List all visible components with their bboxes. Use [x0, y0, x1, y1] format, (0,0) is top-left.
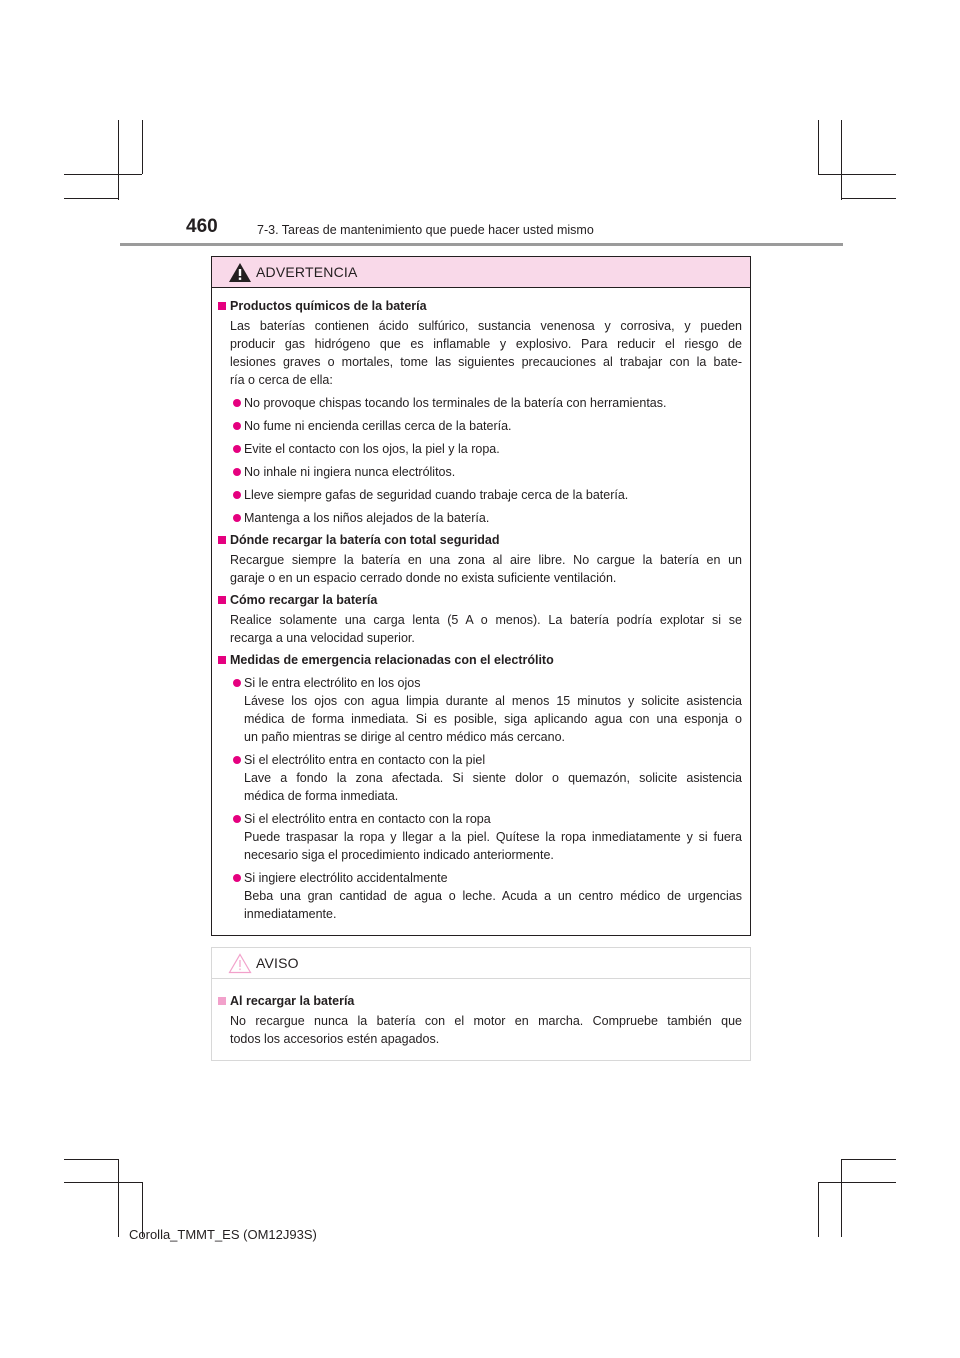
- paragraph-line: Las baterías contienen ácido sulfúrico, sustancia venenosa y corrosiva, y pueden: [230, 319, 742, 333]
- section-paragraph: [218, 611, 742, 647]
- square-bullet-icon: [218, 997, 226, 1005]
- list-item: [218, 810, 742, 864]
- warning-box-header: [212, 257, 750, 288]
- list-item: [218, 509, 742, 527]
- section-heading: [218, 297, 742, 315]
- list-item-line: necesario siga el procedimiento indicado anteriormente.: [244, 848, 554, 862]
- list-item-title: Si ingiere electrólito accidentalmente: [244, 871, 448, 885]
- notice-body: [212, 979, 750, 1048]
- section-paragraph: [218, 317, 742, 389]
- list-item: [218, 674, 742, 746]
- section-heading-text: Medidas de emergencia relacionadas con el electrólito: [230, 653, 554, 667]
- warning-triangle-icon: [228, 262, 252, 283]
- list-item-title: No fume ni encienda cerillas cerca de la batería.: [244, 419, 512, 433]
- round-bullet-icon: [233, 679, 241, 687]
- list-item-title: Mantenga a los niños alejados de la batería.: [244, 511, 490, 525]
- warning-box: [211, 256, 751, 936]
- notice-box: [211, 947, 751, 1061]
- list-item-title: No inhale ni ingiera nunca electrólitos.: [244, 465, 456, 479]
- section-heading-text: Productos químicos de la batería: [230, 299, 427, 313]
- list-item: [218, 486, 742, 504]
- crop-mark-bottom-left-v1: [118, 1159, 119, 1237]
- section-heading: [218, 591, 742, 609]
- section-heading: [218, 651, 742, 669]
- list-item-title: Si le entra electrólito en los ojos: [244, 676, 421, 690]
- list-item: [218, 440, 742, 458]
- list-item-line: Puede traspasar la ropa y llegar a la piel. Quítese la ropa inmediatamente y si fuera: [244, 830, 742, 844]
- crop-mark-bottom-left-h2: [64, 1182, 142, 1183]
- round-bullet-icon: [233, 874, 241, 882]
- crop-mark-bottom-right-h: [841, 1159, 896, 1160]
- list-item-line: médica de forma inmediata.: [244, 789, 399, 803]
- square-bullet-icon: [218, 596, 226, 604]
- paragraph-line: No recargue nunca la batería con el motor en marcha. Compruebe también que: [230, 1014, 742, 1028]
- section-heading-text: Dónde recargar la batería con total seguridad: [230, 533, 500, 547]
- list-item-title: Lleve siempre gafas de seguridad cuando trabaje cerca de la batería.: [244, 488, 629, 502]
- list-item-title: Evite el contacto con los ojos, la piel y la ropa.: [244, 442, 500, 456]
- paragraph-line: producir gas hidrógeno que es inflamable y explosivo. Para reducir el riesgo de: [230, 337, 742, 351]
- list-item: [218, 394, 742, 412]
- notice-title: AVISO: [256, 955, 299, 971]
- caution-triangle-icon: [228, 953, 252, 974]
- paragraph-line: garaje o en un espacio cerrado donde no exista suficiente ventilación.: [230, 571, 617, 585]
- crop-mark-top-left-v2: [142, 120, 143, 174]
- list-item-line: Lave a fondo la zona afectada. Si siente dolor o quemazón, solicite asistencia: [244, 771, 742, 785]
- round-bullet-icon: [233, 491, 241, 499]
- round-bullet-icon: [233, 756, 241, 764]
- section-heading: [218, 992, 742, 1010]
- section-heading-text: Al recargar la batería: [230, 994, 355, 1008]
- paragraph-line: ría o cerca de ella:: [230, 373, 333, 387]
- crop-mark-top-right-h: [818, 174, 896, 175]
- section-paragraph: [218, 1012, 742, 1048]
- page-number: 460: [186, 216, 218, 237]
- list-item-line: Lávese los ojos con agua limpia durante al menos 15 minutos y solicite asistencia: [244, 694, 742, 708]
- round-bullet-icon: [233, 422, 241, 430]
- notice-box-header: [212, 948, 750, 979]
- paragraph-line: recarga a una velocidad superior.: [230, 631, 415, 645]
- list-item-line: un paño mientras se dirige al centro médico más cercano.: [244, 730, 565, 744]
- section-paragraph: [218, 551, 742, 587]
- crop-mark-top-right-h2: [841, 198, 896, 199]
- list-item: [218, 417, 742, 435]
- square-bullet-icon: [218, 536, 226, 544]
- list-item-title: No provoque chispas tocando los terminales de la batería con herramientas.: [244, 396, 667, 410]
- warning-body: [212, 288, 750, 923]
- list-item: [218, 869, 742, 923]
- crop-mark-top-left-h: [64, 174, 142, 175]
- square-bullet-icon: [218, 302, 226, 310]
- section-heading-text: Cómo recargar la batería: [230, 593, 378, 607]
- crop-mark-top-right-v2: [818, 120, 819, 174]
- crop-mark-bottom-right-h2: [818, 1182, 896, 1183]
- section-title: 7-3. Tareas de mantenimiento que puede hacer usted mismo: [257, 223, 594, 237]
- document-code: Corolla_TMMT_ES (OM12J93S): [129, 1227, 317, 1242]
- crop-mark-bottom-right-v2: [818, 1182, 819, 1237]
- list-item: [218, 463, 742, 481]
- warning-title: ADVERTENCIA: [256, 264, 358, 280]
- list-item: [218, 751, 742, 805]
- section-heading: [218, 531, 742, 549]
- list-item-title: Si el electrólito entra en contacto con la ropa: [244, 812, 491, 826]
- header-rule: [120, 243, 843, 246]
- round-bullet-icon: [233, 468, 241, 476]
- crop-mark-bottom-right-v1: [841, 1159, 842, 1237]
- round-bullet-icon: [233, 514, 241, 522]
- paragraph-line: Recargue siempre la batería en una zona al aire libre. No cargue la batería en un: [230, 553, 742, 567]
- square-bullet-icon: [218, 656, 226, 664]
- paragraph-line: lesiones graves o mortales, tome las siguientes precauciones al trabajar con la bate-: [230, 355, 742, 369]
- list-item-line: inmediatamente.: [244, 907, 337, 921]
- list-item-title: Si el electrólito entra en contacto con la piel: [244, 753, 486, 767]
- list-item-line: médica de forma inmediata. Si es posible, siga aplicando agua con una esponja o: [244, 712, 742, 726]
- crop-mark-top-left-h2: [64, 198, 118, 199]
- paragraph-line: Realice solamente una carga lenta (5 A o menos). La batería podría explotar si se: [230, 613, 742, 627]
- crop-mark-top-right-v1: [841, 120, 842, 200]
- round-bullet-icon: [233, 815, 241, 823]
- paragraph-line: todos los accesorios estén apagados.: [230, 1032, 440, 1046]
- crop-mark-top-left-v1: [118, 120, 119, 200]
- list-item-line: Beba una gran cantidad de agua o leche. Acuda a un centro médico de urgencias: [244, 889, 742, 903]
- round-bullet-icon: [233, 399, 241, 407]
- crop-mark-bottom-left-h: [64, 1159, 118, 1160]
- round-bullet-icon: [233, 445, 241, 453]
